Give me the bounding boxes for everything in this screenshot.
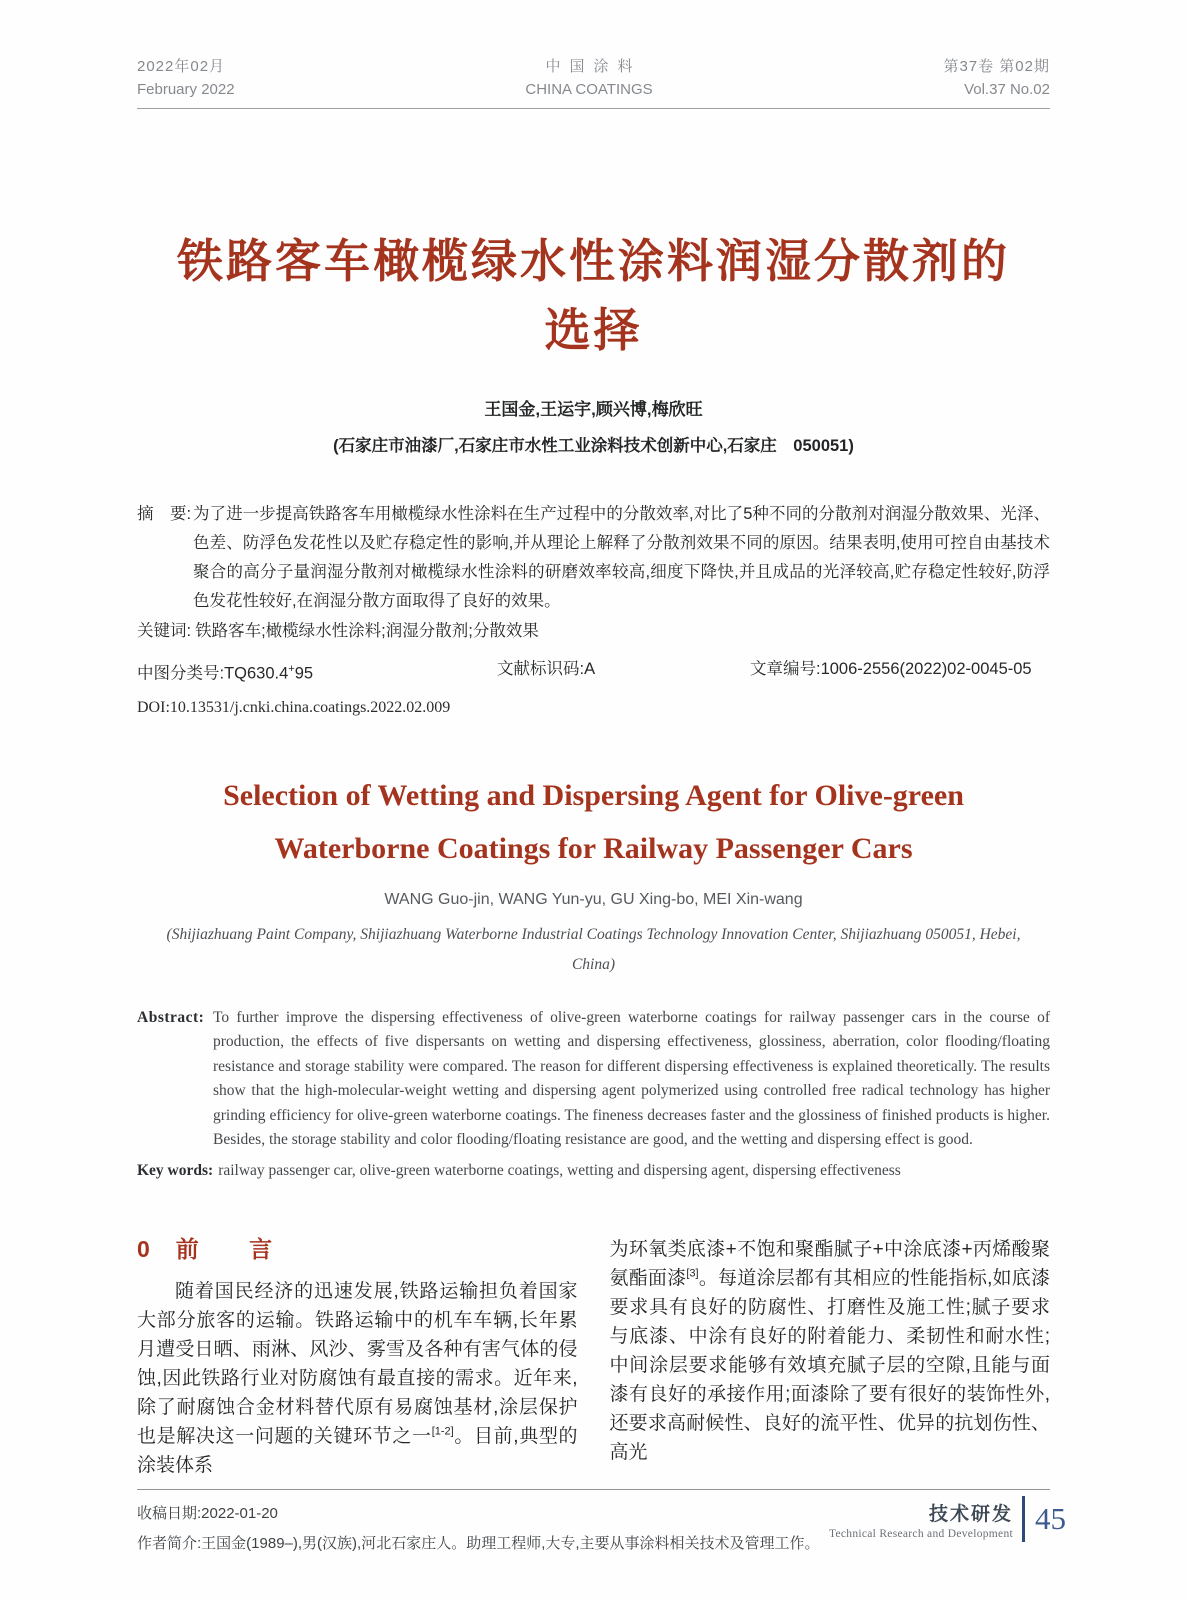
intro-paragraph-right <box>610 1235 1051 1467</box>
intro-right-rest: 。每道涂层都有其相应的性能指标,如底漆要求具有良好的防腐性、打磨性及施工性;腻子要求与底漆、中涂有良好的附着能力、柔韧性和耐水性;中间涂层要求能够有效填充腻子层的空隙,且能与面漆有良好的承接作用;面漆除了要有很好的装饰性外,还要求高耐候性、良好的流平性、优异的抗划伤性、高光 <box>609 1267 1050 1463</box>
received-date: 收稿日期:2022-01-20 <box>137 1504 278 1522</box>
affiliation-en: (Shijiazhuang Paint Company, Shijiazhuang Waterborne Industrial Coatings Technology Innovation Center, Shijiazhuang 050051, Hebei, China) <box>166 925 1021 973</box>
intro-right-text: 为环氧类底漆+不饱和聚酯腻子+中涂底漆+丙烯酸聚氨酯面漆 <box>609 1238 1050 1289</box>
abstract-en <box>137 1006 1050 1153</box>
journal-name-zh: 中国涂料 <box>545 58 642 75</box>
clc-suffix: 95 <box>294 664 314 683</box>
abstract-en-text: To further improve the dispersing effectiveness of olive-green waterborne coatings for railway passenger cars in the course of production, the effects of five dispersants on wetting and dispersing effectiveness, glossiness, aberration, color flooding/floating resistance and storage stability were compared. The reason for different dispersing effectiveness is explained theoretically. The results show that the high-molecular-weight wetting and dispersing agent polymerized using controlled free radical technology has higher grinding efficiency for olive-green waterborne coatings. The fineness decreases faster and the glossiness of finished products is higher. Besides, the storage stability and color flooding/floating resistance are good, and the wetting and dispersing effect is good. <box>213 1008 1050 1148</box>
masthead-divider <box>137 108 1050 109</box>
body-columns <box>137 1235 1050 1480</box>
footer-divider-bar <box>1022 1496 1025 1542</box>
clc-prefix: 中图分类号:TQ630.4 <box>137 664 289 683</box>
masthead-volume-issue <box>943 55 1050 101</box>
issue-date-en: February 2022 <box>137 81 235 98</box>
intro-left-rest: 。目前,典型的涂装体系 <box>137 1425 578 1476</box>
clc-number <box>137 655 497 689</box>
section-title: 前 言 <box>175 1235 295 1262</box>
volume-issue-zh: 第37卷 第02期 <box>943 58 1050 75</box>
masthead-issue-date <box>137 55 235 101</box>
keywords-zh-text: 铁路客车;橄榄绿水性涂料;润湿分散剂;分散效果 <box>195 622 539 640</box>
abstract-zh <box>137 500 1050 616</box>
masthead-journal-name <box>525 55 652 101</box>
intro-left-text: 随着国民经济的迅速发展,铁路运输担负着国家大部分旅客的运输。铁路运输中的机车车辆,长年累月遭受日晒、雨淋、风沙、雾雪及各种有害气体的侵蚀,因此铁路行业对防腐蚀有最直接的需求。近年来,除了耐腐蚀合金材料替代原有易腐蚀基材,涂层保护也是解决这一问题的关键环节之一 <box>137 1280 578 1447</box>
article-title-zh-line2: 选择 <box>544 304 643 356</box>
authors-zh: 王国金,王运宇,顾兴博,梅欣旺 <box>484 400 703 419</box>
section-number: 0 <box>137 1235 150 1262</box>
abstract-zh-label: 摘 要: <box>137 505 192 523</box>
article-title-en-line1: Selection of Wetting and Dispersing Agent for Olive-green <box>223 778 964 812</box>
affiliation-zh: (石家庄市油漆厂,石家庄市水性工业涂料技术创新中心,石家庄 050051) <box>333 437 854 455</box>
journal-name-en: CHINA COATINGS <box>525 81 653 98</box>
journal-masthead <box>137 0 1050 101</box>
article-title-zh-line1: 铁路客车橄榄绿水性涂料润湿分散剂的 <box>177 235 1010 287</box>
document-code: 文献标识码:A <box>497 660 596 678</box>
body-column-right <box>610 1235 1051 1480</box>
article-title-zh <box>137 227 1050 365</box>
intro-paragraph-left <box>137 1277 578 1480</box>
keywords-en-text: railway passenger car, olive-green waterborne coatings, wetting and dispersing agent, dispersing effectiveness <box>218 1161 901 1179</box>
body-column-left <box>137 1235 578 1480</box>
issue-date-zh: 2022年02月 <box>137 58 226 75</box>
article-number: 文章编号:1006-2556(2022)02-0045-05 <box>750 660 1032 678</box>
page-number: 45 <box>1035 1501 1066 1536</box>
keywords-en-label: Key words: <box>137 1161 214 1179</box>
keywords-en <box>137 1159 1050 1183</box>
doi: DOI:10.13531/j.cnki.china.coatings.2022.02.009 <box>137 698 451 716</box>
abstract-en-label: Abstract: <box>137 1008 205 1026</box>
authors-en: WANG Guo-jin, WANG Yun-yu, GU Xing-bo, MEI Xin-wang <box>384 890 803 908</box>
article-title-en <box>137 769 1050 875</box>
page-footer <box>829 1496 1066 1542</box>
article-meta-row <box>137 655 1050 689</box>
clc-superscript: + <box>288 663 295 675</box>
keywords-zh-label: 关键词: <box>137 622 192 640</box>
article-title-en-line2: Waterborne Coatings for Railway Passenger Cars <box>274 831 913 865</box>
author-bio: 作者简介:王国金(1989–),男(汉族),河北石家庄人。助理工程师,大专,主要从事涂料相关技术及管理工作。 <box>137 1534 820 1552</box>
footer-category-zh: 技术研发 <box>928 1503 1013 1525</box>
citation-ref-3: [3] <box>686 1267 699 1280</box>
citation-ref-1-2: [1-2] <box>431 1425 454 1438</box>
section-heading-introduction <box>137 1235 578 1263</box>
abstract-zh-text: 为了进一步提高铁路客车用橄榄绿水性涂料在生产过程中的分散效率,对比了5种不同的分散剂对润湿分散效果、光泽、色差、防浮色发花性以及贮存稳定性的影响,并从理论上解释了分散剂效果不同的原因。结果表明,使用可控自由基技术聚合的高分子量润湿分散剂对橄榄绿水性涂料的研磨效率较高,细度下降快,并且成品的光泽较高,贮存稳定性较好,防浮色发花性较好,在润湿分散方面取得了良好的效果。 <box>193 505 1050 610</box>
footer-category-en: Technical Research and Development <box>828 1527 1013 1540</box>
volume-issue-en: Vol.37 No.02 <box>964 81 1050 98</box>
footer-section-labels <box>829 1499 1013 1540</box>
keywords-zh <box>137 617 1050 646</box>
